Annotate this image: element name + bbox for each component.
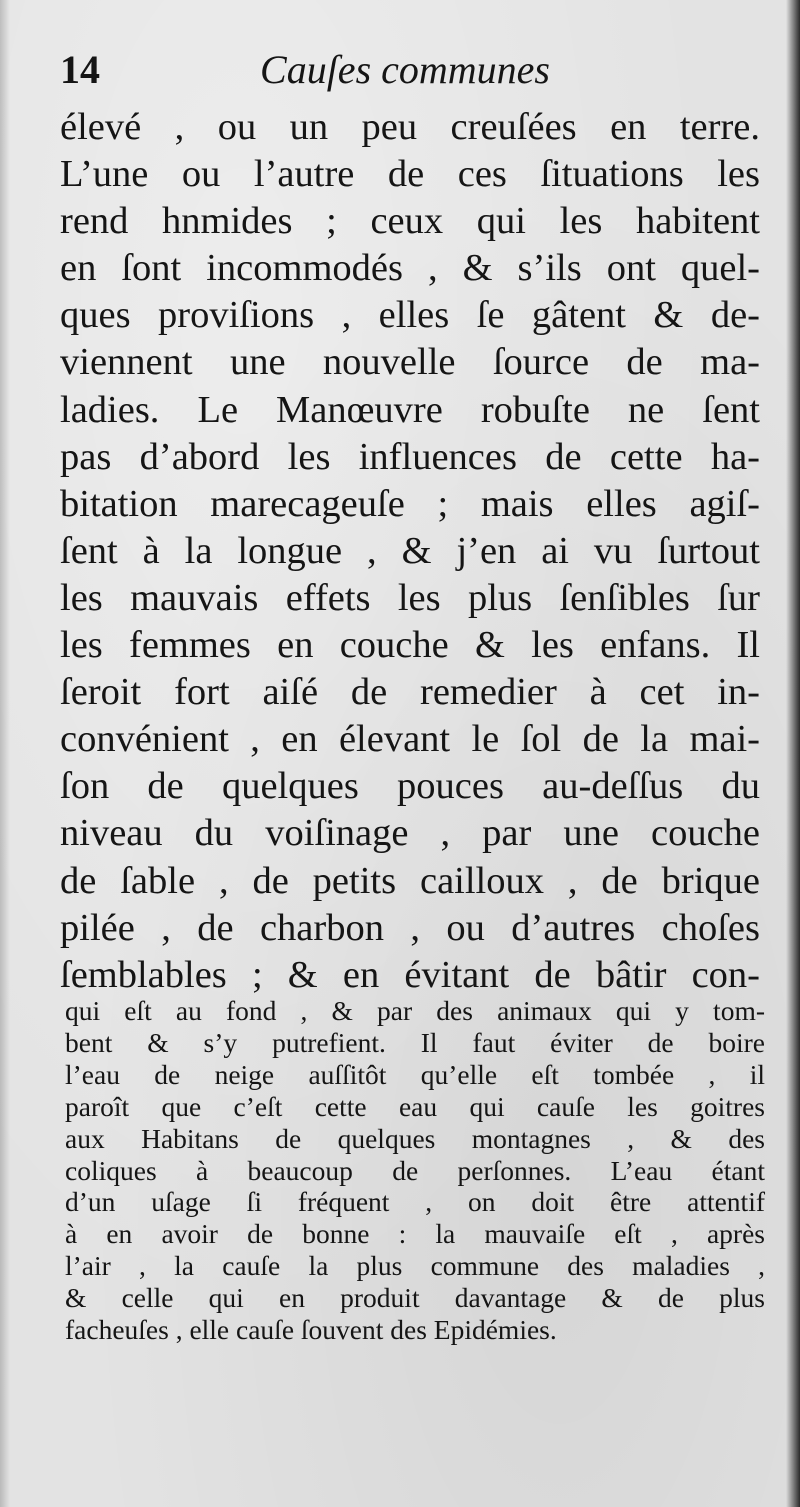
body-line: bitation marecageuſe ; mais elles agiſ- xyxy=(60,482,760,525)
page-header xyxy=(60,40,750,100)
body-line: pilée , de charbon , ou d’autres choſes xyxy=(60,906,760,949)
footnote xyxy=(65,995,765,1346)
page-number: 14 xyxy=(60,47,100,92)
body-line: de ſable , de petits cailloux , de brique xyxy=(60,859,760,902)
body-line: rend hnmides ; ceux qui les habitent xyxy=(60,200,760,243)
body-line: ſon de quelques pouces au-deſſus du xyxy=(60,765,760,808)
body-line: ques proviſions , elles ſe gâtent & de- xyxy=(60,294,760,337)
footnote-line: paroît que c’eſt cette eau qui cauſe les goitres xyxy=(65,1090,765,1122)
body-line: ſemblables ; & en évitant de bâtir con- xyxy=(60,953,760,996)
footnote-line: à en avoir de bonne : la mauvaiſe eſt , après xyxy=(65,1218,765,1250)
body-line: L’une ou l’autre de ces ſituations les xyxy=(60,153,760,196)
body-line: ſeroit fort aiſé de remedier à cet in- xyxy=(60,671,760,714)
body-line: élevé , ou un peu creuſées en terre. xyxy=(60,106,760,148)
running-title: Cauſes communes xyxy=(260,47,550,92)
body-line: viennent une nouvelle ſource de ma- xyxy=(60,341,760,384)
body-line: ladies. Le Manœuvre robuſte ne ſent xyxy=(60,388,760,431)
footnote-line: l’air , la cauſe la plus commune des maladies , xyxy=(65,1250,765,1282)
body-line: pas d’abord les influences de cette ha- xyxy=(60,435,760,478)
footnote-line: d’un uſage ſi fréquent , on doit être attentif xyxy=(65,1186,765,1218)
body-line: en ſont incommodés , & s’ils ont quel- xyxy=(60,247,760,290)
body-line: ſent à la longue , & j’en ai vu ſurtout xyxy=(60,529,760,572)
footnote-line: & celle qui en produit davantage & de plus xyxy=(65,1282,765,1314)
footnote-line: coliques à beaucoup de perſonnes. L’eau étant xyxy=(65,1154,765,1186)
footnote-line: bent & s’y putrefient. Il faut éviter de boire xyxy=(65,1026,765,1058)
body-line: convénient , en élevant le ſol de la mai- xyxy=(60,718,760,761)
footnote-line: qui eſt au fond , & par des animaux qui y tom- xyxy=(65,995,765,1026)
footnote-line: l’eau de neige auſſitôt qu’elle eſt tombée , il xyxy=(65,1058,765,1090)
body-line: les femmes en couche & les enfans. Il xyxy=(60,624,760,667)
main-text xyxy=(60,104,760,999)
footnote-line: facheuſes , elle cauſe ſouvent des Epidémies. xyxy=(65,1314,557,1346)
body-line: les mauvais effets les plus ſenſibles ſur xyxy=(60,576,760,619)
body-line: niveau du voiſinage , par une couche xyxy=(60,812,760,855)
footnote-line: aux Habitans de quelques montagnes , & des xyxy=(65,1122,765,1154)
